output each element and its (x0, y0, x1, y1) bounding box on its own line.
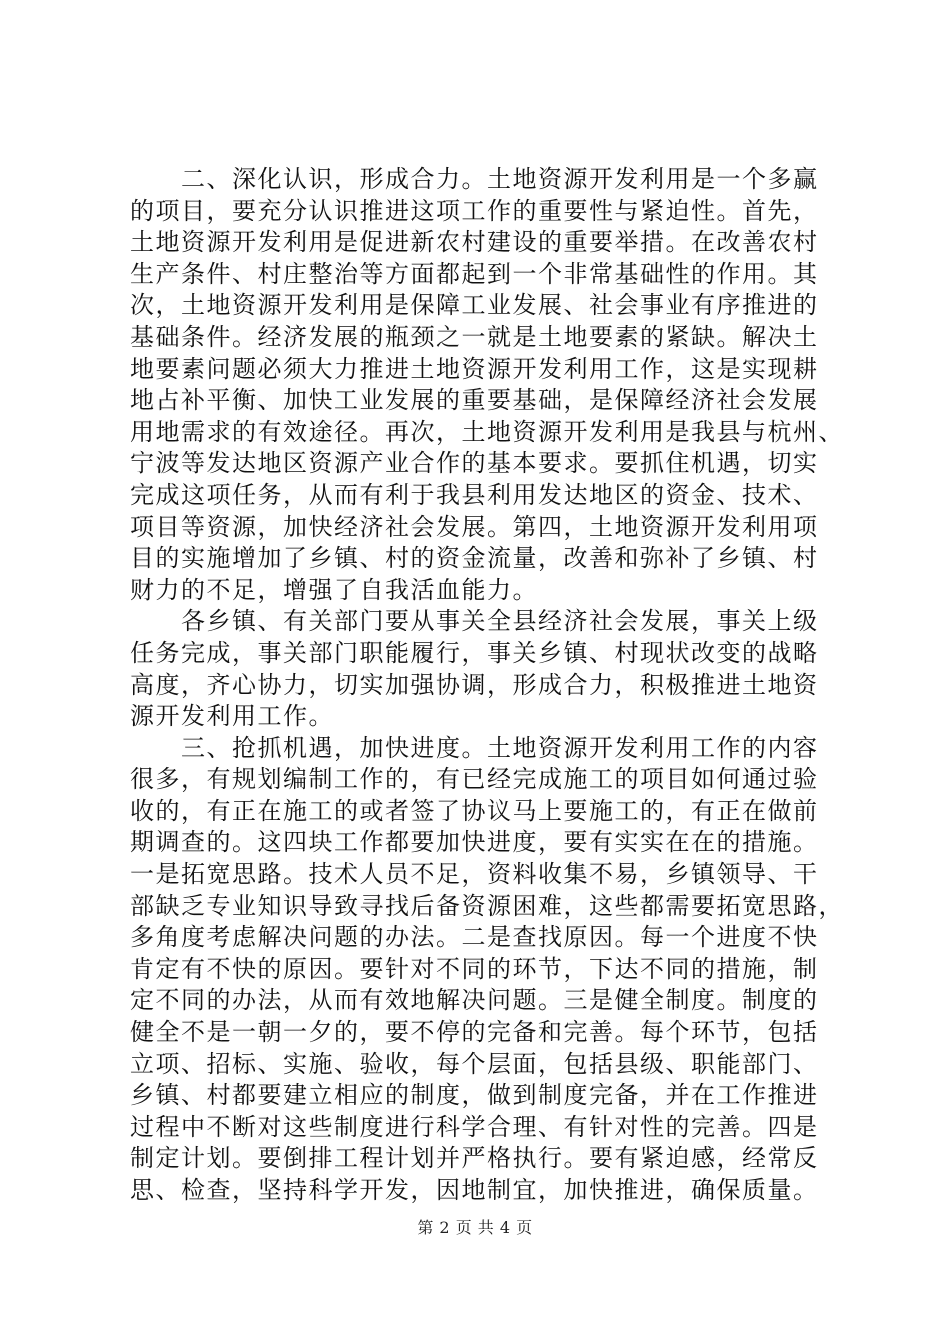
text-line: 生产条件、村庄整治等方面都起到一个非常基础性的作用。其 (130, 259, 819, 288)
text-line: 高度，齐心协力，切实加强协调，形成合力，积极推进土地资 (130, 670, 819, 699)
text-line: 基础条件。经济发展的瓶颈之一就是土地要素的紧缺。解决土 (130, 322, 819, 351)
text-line: 用地需求的有效途径。再次，土地资源开发利用是我县与杭州、 (130, 417, 844, 446)
text-line: 立项、招标、实施、验收，每个层面，包括县级、职能部门、 (130, 1049, 819, 1078)
text-line: 定不同的办法，从而有效地解决问题。三是健全制度。制度的 (130, 986, 819, 1015)
page-number-footer: 第 2 页 共 4 页 (417, 1218, 533, 1237)
text-line: 宁波等发达地区资源产业合作的基本要求。要抓住机遇，切实 (130, 449, 819, 478)
text-line: 肯定有不快的原因。要针对不同的环节，下达不同的措施，制 (130, 954, 819, 983)
document-body (130, 164, 844, 1207)
text-line: 任务完成，事关部门职能履行，事关乡镇、村现状改变的战略 (130, 638, 819, 667)
text-line: 完成这项任务，从而有利于我县利用发达地区的资金、技术、 (130, 480, 819, 509)
text-line: 地占补平衡、加快工业发展的重要基础，是保障经济社会发展 (130, 386, 819, 415)
text-line: 次，土地资源开发利用是保障工业发展、社会事业有序推进的 (130, 291, 819, 320)
text-line: 财力的不足，增强了自我活血能力。 (130, 575, 538, 604)
text-line: 思、检查，坚持科学开发，因地制宜，加快推进，确保质量。 (130, 1176, 819, 1204)
text-line: 各乡镇、有关部门要从事关全县经济社会发展，事关上级 (130, 607, 819, 636)
text-line: 制定计划。要倒排工程计划并严格执行。要有紧迫感，经常反 (130, 1144, 819, 1173)
text-line: 多角度考虑解决问题的办法。二是查找原因。每一个进度不快 (130, 923, 819, 952)
text-line: 源开发利用工作。 (130, 702, 334, 731)
text-line: 很多，有规划编制工作的，有已经完成施工的项目如何通过验 (130, 765, 819, 794)
text-line: 项目等资源，加快经济社会发展。第四，土地资源开发利用项 (130, 512, 819, 541)
text-line: 目的实施增加了乡镇、村的资金流量，改善和弥补了乡镇、村 (130, 544, 819, 573)
text-line: 收的，有正在施工的或者签了协议马上要施工的，有正在做前 (130, 796, 819, 825)
text-line: 土地资源开发利用是促进新农村建设的重要举措。在改善农村 (130, 228, 819, 257)
text-line: 乡镇、村都要建立相应的制度，做到制度完备，并在工作推进 (130, 1081, 819, 1110)
text-line: 的项目，要充分认识推进这项工作的重要性与紧迫性。首先， (130, 196, 819, 225)
text-line: 期调查的。这四块工作都要加快进度，要有实实在在的措施。 (130, 828, 819, 857)
text-line: 地要素问题必须大力推进土地资源开发利用工作，这是实现耕 (130, 354, 819, 383)
text-line: 健全不是一朝一夕的，要不停的完备和完善。每个环节，包括 (130, 1018, 819, 1047)
text-line: 过程中不断对这些制度进行科学合理、有针对性的完善。四是 (130, 1112, 819, 1141)
text-line: 部缺乏专业知识导致寻找后备资源困难，这些都需要拓宽思路， (130, 891, 844, 920)
text-line: 二、深化认识，形成合力。土地资源开发利用是一个多赢 (130, 165, 819, 193)
text-line: 一是拓宽思路。技术人员不足，资料收集不易，乡镇领导、干 (130, 860, 819, 889)
text-line: 三、抢抓机遇，加快进度。土地资源开发利用工作的内容 (130, 733, 819, 762)
